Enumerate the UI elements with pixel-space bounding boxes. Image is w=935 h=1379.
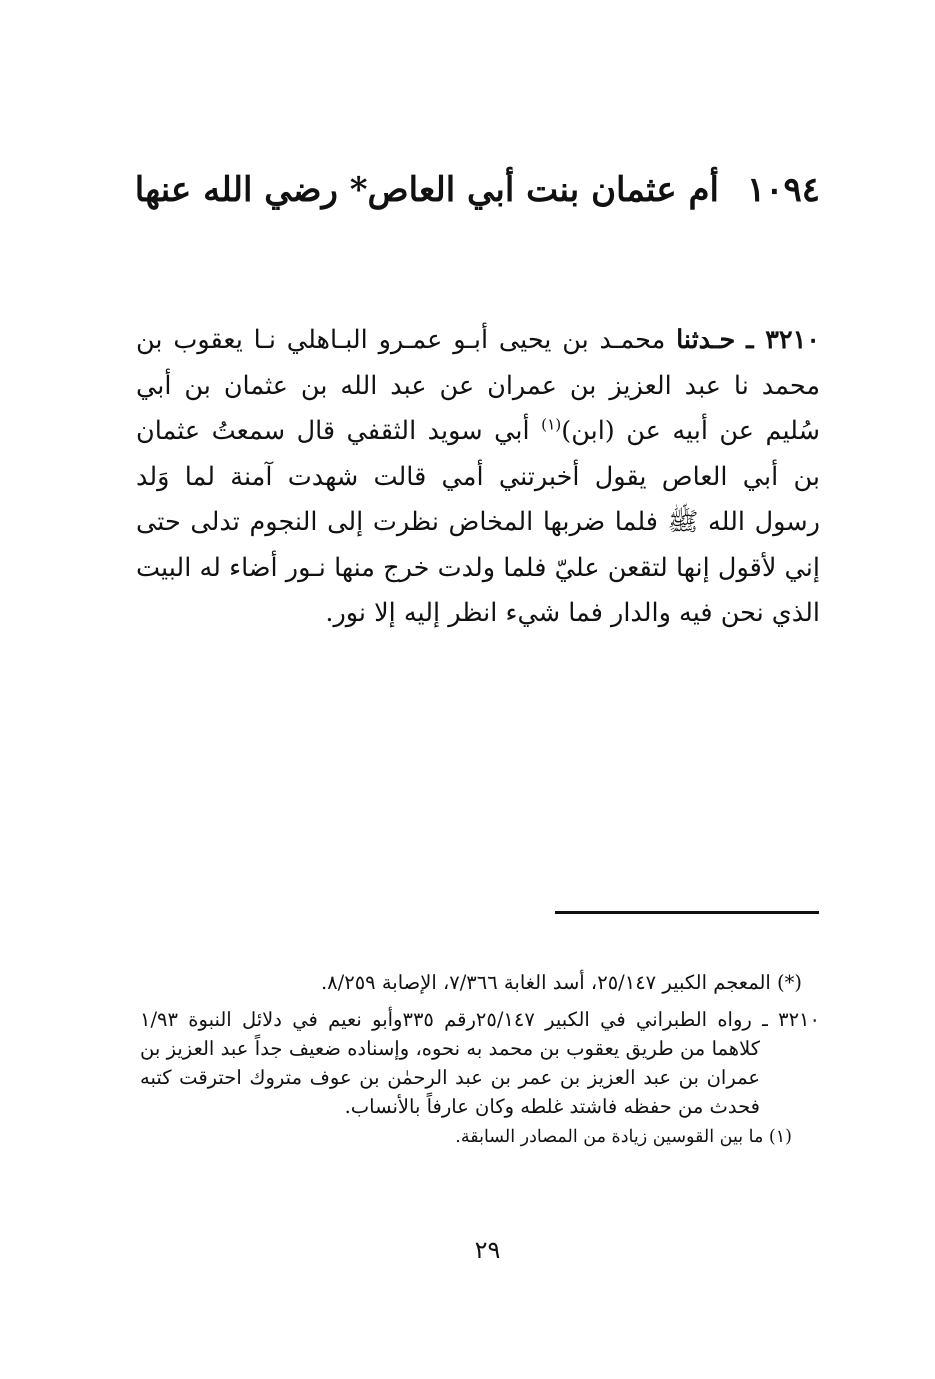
hadith-body: [136, 318, 820, 637]
footnote-divider: [555, 911, 819, 914]
hadith-text-part2: أبي سويد الثقفي قال سمعتُ عثمان بن أبي العاص يقول أخبرتني أمي قالت شهدت آمنة لما وَلد رسول الله ﷺ فلما ضربها المخاض نظرت إلى النجوم تدلى حتى إني لأقول إنها لتقعن عليّ فلما ولدت خرج منها نـور أضاء له البيت الذي نحن فيه والدار فما شيء انظر إليه إلا نور.: [136, 416, 820, 628]
footnote-bracket-note: (١) ما بين القوسين زيادة من المصادر السابقة.: [455, 1127, 792, 1147]
footnote-sources: (*) المعجم الكبير ٢٥/١٤٧، أسد الغابة ٧/٣٦٦، الإصابة ٨/٢٥٩.: [320, 971, 802, 994]
page-number: ٢٩: [474, 1236, 501, 1264]
footnotes-section: [140, 968, 820, 1152]
hadith-number: ٣٢١٠ ـ: [746, 325, 821, 355]
footnote-hadith-takhrij: ٣٢١٠ ـ رواه الطبراني في الكبير ٢٥/١٤٧رقم ٣٣٥وأبو نعيم في دلائل النبوة ١/٩٣ كلاهما من طريق يعقوب بن محمد به نحوه، وإسناده ضعيف جداً عبد العزيز بن عمران بن عبد العزيز بن عمر بن عبد الرحمٰن بن عوف متروك احترقت كتبه فحدث من حفظه فاشتد غلطه وكان عارفاً بالأنساب.: [140, 1008, 820, 1118]
hadith-text-part1: محمـد بن يحيى أبـو عمـرو البـاهلي نـا يعقوب بن محمد نا عبد العزيز بن عمران عن عبد الله بن عثمان بن أبي سُليم عن أبيه عن (ابن): [136, 325, 820, 446]
hadith-opening-word: حـدثنا: [676, 325, 736, 355]
footnote-reference: (١): [541, 415, 562, 434]
chapter-title: أم عثمان بنت أبي العاص* رضي الله عنها: [134, 170, 719, 210]
chapter-number: ١٠٩٤: [746, 170, 820, 210]
chapter-heading: [134, 170, 820, 210]
